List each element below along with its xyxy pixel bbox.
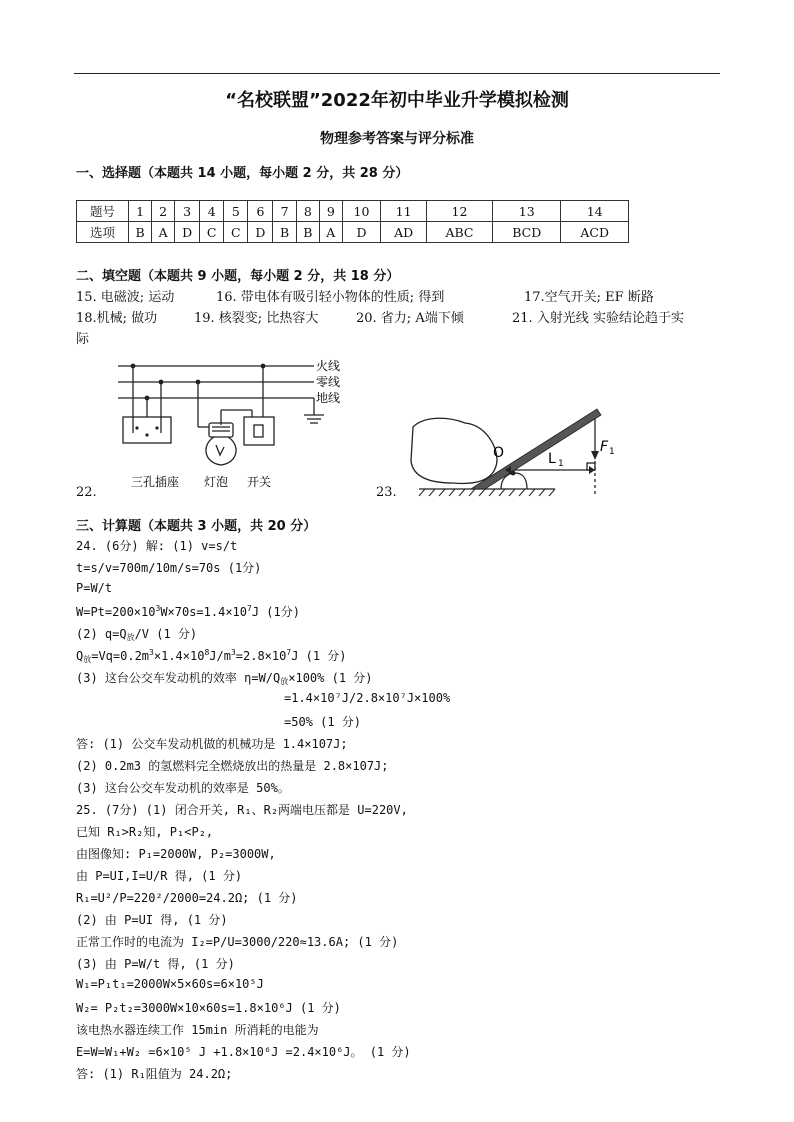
table-row <box>77 201 629 222</box>
table-row <box>77 222 629 243</box>
row-label-number: 题号 <box>77 201 129 222</box>
q25-line-11: 该电热水器连续工作 15min 所消耗的电能为 <box>76 1023 319 1037</box>
q24-line-7: (3) 这台公交车发动机的效率 $\eta=W/Q_放\times 100\%$ (1 分) <box>76 671 373 686</box>
answer-table <box>76 200 629 243</box>
q25-line-4: 由 P=UI,I=U/R 得, (1 分) <box>76 869 243 883</box>
socket-label: 三孔插座 <box>131 475 180 489</box>
answer-cell: B <box>129 222 152 243</box>
answer-cell: BCD <box>493 222 561 243</box>
page-subtitle: 物理参考答案与评分标准 <box>320 131 474 147</box>
q25-line-12: E=W=W₁+W₂ =6×10⁵ J +1.8×10⁶J =2.4×10⁶J。 (1 分) <box>76 1045 411 1059</box>
question-number-cell: 12 <box>426 201 492 222</box>
answer-cell: D <box>248 222 273 243</box>
q24-line-2: t=s/v=700m/10m/s=70s (1分) <box>76 561 262 575</box>
answer-21-cont: 际 <box>76 332 90 347</box>
q25-line-8: (3) 由 P=W/t 得, (1 分) <box>76 957 235 971</box>
arm-label: L <box>548 451 556 467</box>
page-title: “名校联盟”2022年初中毕业升学模拟检测 <box>225 90 569 111</box>
pivot-label: O <box>493 445 505 461</box>
question-number-cell: 14 <box>561 201 629 222</box>
question-number-cell: 8 <box>296 201 319 222</box>
question-number-cell: 13 <box>493 201 561 222</box>
answer-cell: C <box>200 222 224 243</box>
answer-cell: B <box>273 222 296 243</box>
q24-line-9: =50% (1 分) <box>284 715 362 729</box>
wire-ground-label: 地线 <box>316 391 341 405</box>
force-label: F <box>600 439 609 455</box>
top-rule <box>74 73 720 74</box>
ans24-line-1: 答: (1) 公交车发动机做的机械功是 1.4×107J; <box>76 737 348 751</box>
question-number-cell: 9 <box>319 201 342 222</box>
question-number-cell: 5 <box>224 201 248 222</box>
wiring-diagram <box>76 355 366 505</box>
lamp-label: 灯泡 <box>204 475 229 489</box>
q25-line-2: 已知 R₁>R₂知, P₁<P₂, <box>76 825 214 839</box>
ans24-line-3: (3) 这台公交车发动机的效率是 50%。 <box>76 781 290 795</box>
q24-line-3: P=W/t <box>76 581 113 595</box>
question-number-cell: 7 <box>273 201 296 222</box>
q25-line-5: R₁=U²/P=220²/2000=24.2Ω; (1 分) <box>76 891 298 905</box>
question-number-cell: 4 <box>200 201 224 222</box>
answer-cell: A <box>319 222 342 243</box>
q25-line-3: 由图像知: P₁=2000W, P₂=3000W, <box>76 847 276 861</box>
q24-line-4: $W=Pt=200\times 10^3W\times 70s=1.4\times 10^7J$ (1分) <box>76 604 300 619</box>
answer-16: 16. 带电体有吸引轻小物体的性质; 得到 <box>216 290 445 305</box>
q25-line-7: 正常工作时的电流为 I₂=P/U=3000/220≈13.6A; (1 分) <box>76 935 399 949</box>
answer-cell: ABC <box>426 222 492 243</box>
answer-21: 21. 入射光线 实验结论趋于实 <box>512 311 684 326</box>
answer-cell: D <box>175 222 200 243</box>
question-number-cell: 11 <box>381 201 427 222</box>
answer-20: 20. 省力; A端下倾 <box>356 311 464 326</box>
answer-17: 17.空气开关; EF 断路 <box>524 290 654 305</box>
force-subscript: 1 <box>609 447 615 457</box>
question-number-cell: 3 <box>175 201 200 222</box>
q25-line-13: 答: (1) R₁阻值为 24.2Ω; <box>76 1067 233 1081</box>
q25-line-6: (2) 由 P=UI 得, (1 分) <box>76 913 228 927</box>
q24-line-6: $Q_放=Vq=0.2m^3\times 1.4\times 10^8J/m^3=2.8\times 10^7J$ (1 分) <box>76 648 347 664</box>
wire-neutral-label: 零线 <box>316 375 341 389</box>
switch-label: 开关 <box>247 475 272 489</box>
answer-cell: B <box>296 222 319 243</box>
answer-15: 15. 电磁波; 运动 <box>76 290 175 305</box>
wire-live-label: 火线 <box>316 359 341 373</box>
lever-diagram <box>405 405 620 497</box>
figure-22-number: 22. <box>76 485 97 500</box>
answer-18: 18.机械; 做功 <box>76 311 158 326</box>
q24-line-1: 24. (6分) 解: (1) v=s/t <box>76 539 238 553</box>
ans24-line-2: (2) 0.2m3 的氢燃料完全燃烧放出的热量是 2.8×107J; <box>76 759 389 773</box>
q24-line-5: (2) $q=Q_放/V$ (1 分) <box>76 627 198 642</box>
q25-line-10: W₂= P₂t₂=3000W×10×60s=1.8×10⁶J (1 分) <box>76 1001 341 1015</box>
answer-cell: C <box>224 222 248 243</box>
q25-line-1: 25. (7分) (1) 闭合开关, R₁、R₂两端电压都是 U=220V, <box>76 803 408 817</box>
section2-heading: 二、填空题（本题共 9 小题，每小题 2 分，共 18 分） <box>76 269 400 284</box>
question-number-cell: 1 <box>129 201 152 222</box>
section3-heading: 三、计算题（本题共 3 小题，共 20 分） <box>76 519 317 534</box>
q24-line-8: =1.4×10⁷J/2.8×10⁷J×100% <box>284 691 451 705</box>
arm-subscript: 1 <box>558 459 564 469</box>
figure-23-number: 23. <box>376 485 397 500</box>
question-number-cell: 6 <box>248 201 273 222</box>
row-label-answer: 选项 <box>77 222 129 243</box>
question-number-cell: 2 <box>152 201 175 222</box>
answer-cell: A <box>152 222 175 243</box>
q25-line-9: W₁=P₁t₁=2000W×5×60s=6×10⁵J <box>76 977 264 991</box>
answer-19: 19. 核裂变; 比热容大 <box>194 311 319 326</box>
answer-cell: ACD <box>561 222 629 243</box>
question-number-cell: 10 <box>342 201 381 222</box>
section1-heading: 一、选择题（本题共 14 小题，每小题 2 分，共 28 分） <box>76 166 409 181</box>
answer-cell: AD <box>381 222 427 243</box>
answer-cell: D <box>342 222 381 243</box>
